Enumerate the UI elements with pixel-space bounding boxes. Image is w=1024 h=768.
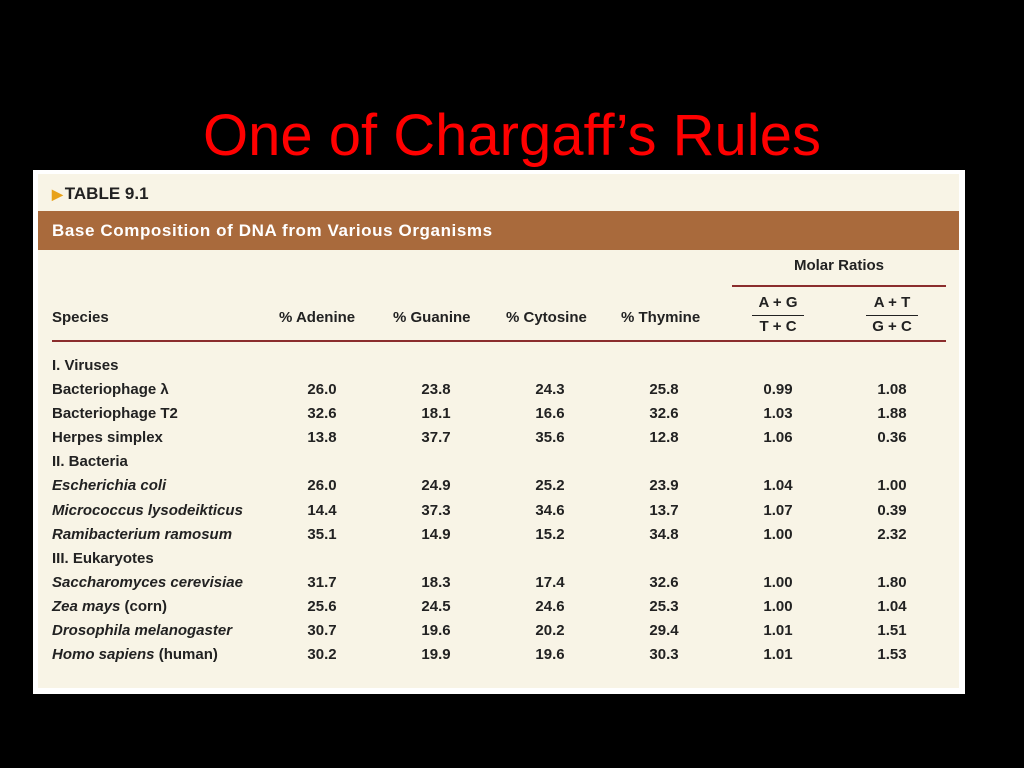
section-title: II. Bacteria <box>52 453 128 471</box>
table-row <box>38 378 959 402</box>
species-name: Saccharomyces cerevisiae <box>52 573 243 591</box>
table-row <box>38 474 959 498</box>
column-header-thymine: % Thymine <box>621 309 701 326</box>
table-number: TABLE 9.1 <box>64 184 149 203</box>
table-caption: Base Composition of DNA from Various Organisms <box>38 211 959 250</box>
cytosine-value: 16.6 <box>535 405 565 423</box>
table-row <box>38 643 959 667</box>
species-name: Micrococcus lysodeikticus <box>52 501 243 519</box>
species-name: Escherichia coli <box>52 477 167 495</box>
thymine-value: 32.6 <box>649 405 679 423</box>
ratio-denominator: G + C <box>872 318 912 335</box>
table-label <box>52 184 149 204</box>
ratio-at-gc-value: 1.53 <box>877 646 907 664</box>
adenine-value: 14.4 <box>307 501 337 519</box>
section-header <box>38 450 959 474</box>
thymine-value: 12.8 <box>649 429 679 447</box>
table-figure <box>33 170 965 694</box>
table-row <box>38 499 959 523</box>
ratio-ag-tc-value: 0.99 <box>763 381 793 399</box>
ratio-ag-tc-value: 1.07 <box>763 501 793 519</box>
adenine-value: 26.0 <box>307 477 337 495</box>
ratio-at-gc-value: 1.00 <box>877 477 907 495</box>
section-title: III. Eukaryotes <box>52 549 154 567</box>
adenine-value: 30.2 <box>307 646 337 664</box>
ratio-numerator: A + G <box>758 294 798 311</box>
ratio-at-gc-value: 1.80 <box>877 573 907 591</box>
adenine-value: 26.0 <box>307 381 337 399</box>
guanine-value: 23.8 <box>421 381 451 399</box>
cytosine-value: 25.2 <box>535 477 565 495</box>
adenine-value: 13.8 <box>307 429 337 447</box>
cytosine-value: 17.4 <box>535 573 565 591</box>
species-name: Drosophila melanogaster <box>52 622 233 640</box>
slide-title: One of Chargaff’s Rules <box>203 103 821 168</box>
section-title: I. Viruses <box>52 357 119 374</box>
thymine-value: 25.3 <box>649 597 679 615</box>
guanine-value: 14.9 <box>421 525 451 543</box>
adenine-value: 31.7 <box>307 573 337 591</box>
ratio-at-gc-value: 1.08 <box>877 381 907 399</box>
table-row <box>38 571 959 595</box>
cytosine-value: 19.6 <box>535 646 565 664</box>
adenine-value: 35.1 <box>307 525 337 543</box>
guanine-value: 19.6 <box>421 622 451 640</box>
thymine-value: 32.6 <box>649 573 679 591</box>
adenine-value: 25.6 <box>307 597 337 615</box>
species-name: Bacteriophage T2 <box>52 405 178 423</box>
column-header-adenine: % Adenine <box>279 309 356 326</box>
species-name: Ramibacterium ramosum <box>52 525 233 543</box>
table-row <box>38 402 959 426</box>
ratio-ag-tc-value: 1.00 <box>763 597 793 615</box>
ratio-ag-tc-value: 1.01 <box>763 622 793 640</box>
section-header <box>38 354 959 378</box>
ratio-at-gc-value: 0.39 <box>877 501 907 519</box>
ratio-ag-tc-value: 1.03 <box>763 405 793 423</box>
ratio-ag-tc-value: 1.01 <box>763 646 793 664</box>
table-row <box>38 426 959 450</box>
adenine-value: 30.7 <box>307 622 337 640</box>
thymine-value: 34.8 <box>649 525 679 543</box>
molar-ratios-rule <box>732 285 946 287</box>
ratio-denominator: T + C <box>759 318 797 335</box>
ratio-header-at-gc <box>860 292 924 338</box>
ratio-at-gc-value: 0.36 <box>877 429 907 447</box>
thymine-value: 25.8 <box>649 381 679 399</box>
guanine-value: 19.9 <box>421 646 451 664</box>
guanine-value: 18.3 <box>421 573 451 591</box>
table-row <box>38 619 959 643</box>
cytosine-value: 20.2 <box>535 622 565 640</box>
ratio-at-gc-value: 1.51 <box>877 622 907 640</box>
thymine-value: 23.9 <box>649 477 679 495</box>
thymine-value: 30.3 <box>649 646 679 664</box>
section-header <box>38 547 959 571</box>
guanine-value: 37.3 <box>421 501 451 519</box>
species-name: Zea mays (corn) <box>52 597 168 615</box>
table-row <box>38 595 959 619</box>
ratio-numerator: A + T <box>873 294 911 311</box>
ratio-header-ag-tc <box>746 292 810 338</box>
guanine-value: 24.5 <box>421 597 451 615</box>
cytosine-value: 24.6 <box>535 597 565 615</box>
species-name: Homo sapiens (human) <box>52 646 218 664</box>
species-name: Bacteriophage λ <box>52 381 169 399</box>
table-panel <box>38 174 959 688</box>
cytosine-value: 15.2 <box>535 525 565 543</box>
column-header-species: Species <box>52 309 109 326</box>
ratio-at-gc-value: 1.88 <box>877 405 907 423</box>
triangle-arrow-icon: ▶ <box>52 186 63 202</box>
ratio-at-gc-value: 1.04 <box>877 597 907 615</box>
ratio-ag-tc-value: 1.00 <box>763 525 793 543</box>
column-header-guanine: % Guanine <box>393 309 471 326</box>
adenine-value: 32.6 <box>307 405 337 423</box>
guanine-value: 18.1 <box>421 405 451 423</box>
ratio-at-gc-value: 2.32 <box>877 525 907 543</box>
table-row <box>38 523 959 547</box>
ratio-ag-tc-value: 1.04 <box>763 477 793 495</box>
guanine-value: 37.7 <box>421 429 451 447</box>
ratio-ag-tc-value: 1.00 <box>763 573 793 591</box>
cytosine-value: 24.3 <box>535 381 565 399</box>
table-body <box>38 354 959 667</box>
cytosine-value: 34.6 <box>535 501 565 519</box>
header-rule <box>52 340 946 342</box>
ratio-ag-tc-value: 1.06 <box>763 429 793 447</box>
species-name: Herpes simplex <box>52 429 163 447</box>
molar-ratios-header: Molar Ratios <box>793 257 884 274</box>
thymine-value: 13.7 <box>649 501 679 519</box>
cytosine-value: 35.6 <box>535 429 565 447</box>
thymine-value: 29.4 <box>649 622 679 640</box>
column-header-cytosine: % Cytosine <box>506 309 587 326</box>
guanine-value: 24.9 <box>421 477 451 495</box>
